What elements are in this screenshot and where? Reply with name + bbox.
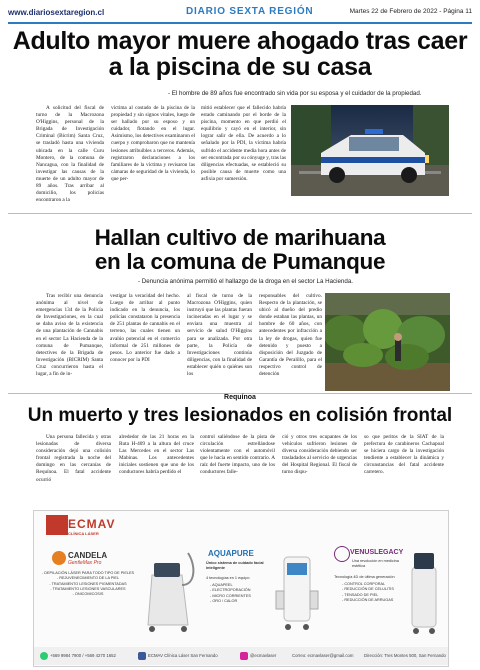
contact-phone[interactable]: +569 9984 7900 / +569 4270 1652 xyxy=(50,653,116,658)
instagram-icon xyxy=(240,652,248,660)
article3-column-2: alrededor de las 21 horas en la Ruta H-409 a la altura del cruce Las Mercedes en el sector Las Mabinas. Los antecedentes iniciales sostienen que uno de los conductores habría perdido el xyxy=(119,434,194,476)
marijuana-plants-photo xyxy=(325,293,450,391)
article1-subtitle: - El hombre de 89 años fue encontrado sin vida por su esposa y el cuidador de la propiedad. xyxy=(168,90,422,97)
candela-model: GentleMax Pro xyxy=(68,560,102,566)
aquapure-services: - AQUAPEEL - ELECTROPORACIÓN - MICRO CORRIENTES - ORO / CALOR xyxy=(210,583,251,603)
ecmav-logo-mark xyxy=(46,515,68,535)
venus-services: - CONTROL CORPORAL - REDUCCIÓN DE CELULITIS - TENSADO DE PIEL - REDUCCIÓN DE ARRUGAS xyxy=(342,582,394,602)
article1-headline xyxy=(8,28,472,80)
article1-column-3: mitió establecer que el fallecido habría estado caminando por el borde de la piscina, momento en que perdió el equilibrio y cayó en el interior, sin lograr salir de ella. De acuerdo a lo señalado por la PDI, la víctima habría sufrido el accidente media hora antes de ser encontrada por su cónyuge y, tras las diligencias efectuadas, se estableció su posible causa de muerte como una asfixia por sumersión. xyxy=(201,105,286,182)
headline-line-2: a la piscina de su casa xyxy=(108,53,372,81)
ecmav-subbrand: CLÍNICA LÁSER xyxy=(68,531,99,536)
article3-kicker: Requínoa xyxy=(224,394,256,401)
article2-column-2: vestigar la veracidad del hecho. Luego de arribar al punto indicado en la denuncia, los policías constataron la presencia de 251 plantas de cannabis en el terreno, las cuales tienen un avalúo potencial en el comercio informal de 251 millones de pesos. Lo anterior fue dado a conocer por la PDI xyxy=(110,293,180,363)
candela-services: - DEPILACIÓN LÁSER PARA TODO TIPO DE PIELES - REJUVENECIMIENTO DE LA PIEL - TRATAMIENTO LESIONES PIGMENTADAS - TRATAMIENTO LESIONES VASCULARES - ONICOMICOSIS xyxy=(41,571,135,597)
article2-column-4: responsables del cultivo. Respecto de la plantación, se ubicó al dueño del predio donde estaban las plantas, un hombre de 60 años, con antecedentes por infracción a la ley de drogas, quien fue detenido y puesto a disposición del Juzgado de Garantía de Peralillo, para el respectivo control de detención xyxy=(259,293,322,378)
header-rule xyxy=(8,22,472,24)
whatsapp-icon xyxy=(40,652,48,660)
candela-logo-icon xyxy=(52,551,66,565)
issue-date: Martes 22 de Febrero de 2022 - Página 11 xyxy=(349,8,472,15)
article3-column-4: ció y otros tres ocupantes de los vehículos sufrieron lesiones de diversa consideración debiendo ser trasladados al servicio de urgencias del Hospital Regional. El fiscal de turno dispu- xyxy=(282,434,357,476)
ecmav-advertisement[interactable] xyxy=(33,510,449,667)
contact-bar xyxy=(34,647,448,665)
site-url[interactable]: www.diariosextaregion.cl xyxy=(8,8,105,17)
venus-brand: VENUSLEGACY xyxy=(350,549,404,556)
article2-column-3: al fiscal de turno de la Macrozona O'Higgins, quien instruyó que las plantas fueran incineradas en el lugar y se enviara una muestra al servicio de salud O'Higgins para se analizada. Por otra parte, la Policía de Investigaciones continúa diligencias, con la finalidad de establecer quién o quiénes son los xyxy=(187,293,252,378)
contact-instagram[interactable]: @ecmavlaser xyxy=(250,653,277,658)
pool-scene-photo xyxy=(291,105,449,196)
article3-column-5: so que peritos de la SIAT de la prefectura de carabineros Cachapoal se hiciera cargo de la investigación tendiente a establecer la dinámica y circunstancias del fatal accidente carretero. xyxy=(364,434,444,476)
headline-line-1: Adulto mayor muere ahogado tras caer xyxy=(12,27,468,55)
headline-line-2: en la comuna de Pumanque xyxy=(94,249,386,274)
venus-logo-icon xyxy=(334,546,350,562)
aquapure-tagline: Único sistema de cuidado facial inteligente xyxy=(206,561,264,571)
venus-tagline: Una revolución en medicina estética xyxy=(352,559,399,569)
contact-address: Dirección: Tres Montes 500, San Fernando xyxy=(364,653,446,658)
page-header xyxy=(8,6,472,22)
article2-column-1: Tras recibir una denuncia anónima al nivel de emergencias 134 de la Policía de Investigaciones, en la cual se daba aviso de la existencia de una plantación de Cannabis en el sector La Hacienda de la comuna de Pumanque, detectives de la Brigada de Investigación (BICRIM) Santa Cruz concurrieron hasta el lugar, a fin de in- xyxy=(36,293,103,378)
venus-tech: Tecnología 4D de última generación xyxy=(334,575,395,579)
contact-facebook[interactable]: ECMAV Clínica Láser San Fernando xyxy=(148,653,218,658)
headline-line-1: Hallan cultivo de marihuana xyxy=(94,225,386,250)
article1-column-1: A solicitud del fiscal de turno de la Macrozona O'Higgins, personal de la Brigada de Investigación Criminal (Bicrim) Santa Cruz, se trasladó hasta una vivienda ubicada en la calle Curu Montero, de la comuna de Nancagua, con la finalidad de investigar las causas de la muerte de un adulto mayor de 89 años. Tras arribar al domicilio, los policías encontraron a la xyxy=(36,105,104,204)
article2-headline xyxy=(8,226,472,274)
aquapure-machine-image xyxy=(272,551,322,635)
article1-column-2: víctima al costado de la piscina de la propiedad y sin signos vitales, luego de ser hallado por su esposo y un cuidador, flotando en el lugar. Asimismo, los detectives examinaron el cuerpo y comprobaron que no mantenía lesiones atribuibles a terceros. Además, registraron declaraciones a los familiares de la víctima y revisaron las cámaras de seguridad de la vivienda, lo que per- xyxy=(111,105,195,182)
article3-column-1: Una persona fallecida y otras lesionadas de diversa consideración dejó una colisión frontal registrada la noche del domingo en las cercanías de Requínoa. El fatal accidente ocurrió xyxy=(36,434,111,483)
aquapure-tech: 4 tecnologías en 1 equipo xyxy=(206,576,250,580)
article2-subtitle: - Denuncia anónima permitió el hallazgo de la droga en el sector La Hacienda. xyxy=(138,278,353,285)
article3-column-3: control saliéndose de la pista de circulación estrellándose violentamente con el automóvil que le hacía en sentido contrario. A raíz del fuerte impacto, uno de los conductores falle- xyxy=(200,434,275,476)
article3-headline: Un muerto y tres lesionados en colisión frontal xyxy=(27,405,453,426)
ecmav-brand: ECMAV xyxy=(68,517,116,531)
section-divider xyxy=(8,213,472,214)
contact-email[interactable]: Correo: ecmavlaser@gmail.com xyxy=(292,653,354,658)
aquapure-brand: AQUAPURE xyxy=(208,549,254,558)
candela-brand: CANDELA xyxy=(68,551,108,560)
facebook-icon xyxy=(138,652,146,660)
candela-machine-image xyxy=(142,545,200,635)
venus-machine-image xyxy=(404,547,444,637)
newspaper-name: DIARIO SEXTA REGIÓN xyxy=(186,6,314,17)
